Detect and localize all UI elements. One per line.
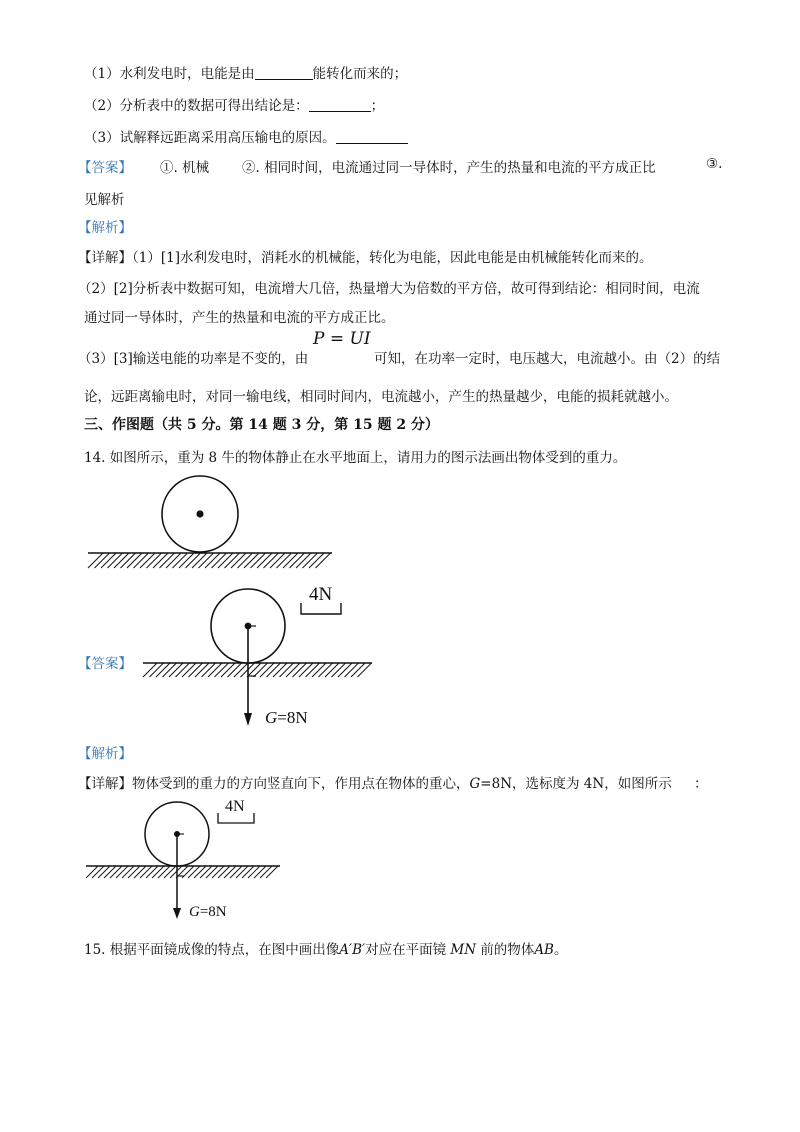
hatch-stroke	[128, 866, 140, 878]
answer-item-2: ②. 相同时间，电流通过同一导体时，产生的热量和电流的平方成正比	[242, 160, 656, 176]
analysis-tag: 【解析】	[78, 746, 132, 762]
answer-item-3-cont: 见解析	[84, 192, 125, 208]
hatch-stroke	[254, 866, 266, 878]
hatch-stroke	[152, 866, 164, 878]
hatch-stroke	[116, 866, 128, 878]
hatch-stroke	[236, 866, 248, 878]
hatch-stroke	[194, 866, 206, 878]
q14-detail: 【详解】物体受到的重力的方向竖直向下，作用点在物体的重心，G=8N，选标度为 4N，如图所示	[78, 776, 672, 792]
q13-part2: （2）分析表中的数据可得出结论是： ；	[84, 98, 385, 114]
q13-detail-3a-post: 可知，在功率一定时，电压越大，电流越小。由（2）的结	[374, 351, 721, 367]
answer-tag: 【答案】	[78, 656, 132, 672]
hatch-stroke	[92, 866, 104, 878]
force-label: G=8N	[265, 708, 308, 727]
hatch-stroke	[110, 866, 122, 878]
hatch-stroke	[230, 866, 242, 878]
formula-p-ui: P = UI	[313, 329, 371, 349]
hatch-stroke	[212, 866, 224, 878]
hatch-stroke	[140, 866, 152, 878]
detail-tag: 【详解】	[78, 776, 132, 792]
q13-detail-2b: 通过同一导体时，产生的热量和电流的平方成正比。	[84, 310, 395, 326]
section-heading: 三、作图题（共 5 分。第 14 题 3 分，第 15 题 2 分）	[84, 417, 439, 433]
answer-item-1: ①. 机械	[160, 160, 210, 176]
hatch-stroke	[224, 866, 236, 878]
hatch-stroke	[248, 866, 260, 878]
q14-detail-end: ：	[694, 776, 708, 792]
hatch-stroke	[164, 866, 176, 878]
hatch-stroke	[260, 866, 272, 878]
scale-label: 4N	[225, 798, 245, 815]
answer-item-3: ③.	[706, 156, 723, 172]
hatch-stroke	[218, 866, 230, 878]
q13-detail-3a-pre: （3）[3]输送电能的功率是不变的，由	[78, 351, 309, 367]
q13-detail-2a: （2）[2]分析表中数据可知，电流增大几倍，热量增大为倍数的平方倍，故可得到结论：相同时间，电流	[78, 281, 700, 297]
hatch-stroke	[122, 866, 134, 878]
force-label: G=8N	[189, 904, 227, 920]
hatch-stroke	[86, 866, 98, 878]
q13-detail-1: 【详解】（1）[1]水利发电时，消耗水的机械能，转化为电能，因此电能是由机械能转化而来的。	[78, 250, 653, 266]
hatch-stroke	[206, 866, 218, 878]
q14-question: 14. 如图所示，重为 8 牛的物体静止在水平地面上，请用力的图示法画出物体受到的重力。	[84, 450, 627, 466]
hatch-stroke	[188, 866, 200, 878]
hatch-stroke	[242, 866, 254, 878]
arrow-head	[173, 908, 181, 919]
analysis-tag: 【解析】	[78, 220, 132, 236]
hatch-stroke	[200, 866, 212, 878]
hatch-stroke	[158, 866, 170, 878]
hatch-stroke	[98, 866, 110, 878]
hatch-stroke	[266, 866, 278, 878]
hatch-stroke	[146, 866, 158, 878]
scale-label: 4N	[309, 584, 333, 605]
q15-question: 15. 根据平面镜成像的特点，在图中画出像A′B′对应在平面镜 MN 前的物体AB。	[84, 942, 568, 958]
detail-tag: 【详解】	[78, 250, 132, 266]
hatch-stroke	[134, 866, 146, 878]
q13-detail-3b: 论，远距离输电时，对同一输电线，相同时间内，电流越小，产生的热量越少，电能的损耗就越小。	[84, 389, 678, 405]
q13-part3: （3）试解释远距离采用高压输电的原因。	[84, 126, 408, 146]
hatch-stroke	[104, 866, 116, 878]
q13-part1: （1）水利发电时，电能是由 能转化而来的；	[84, 66, 408, 82]
answer-tag: 【答案】	[78, 160, 132, 176]
